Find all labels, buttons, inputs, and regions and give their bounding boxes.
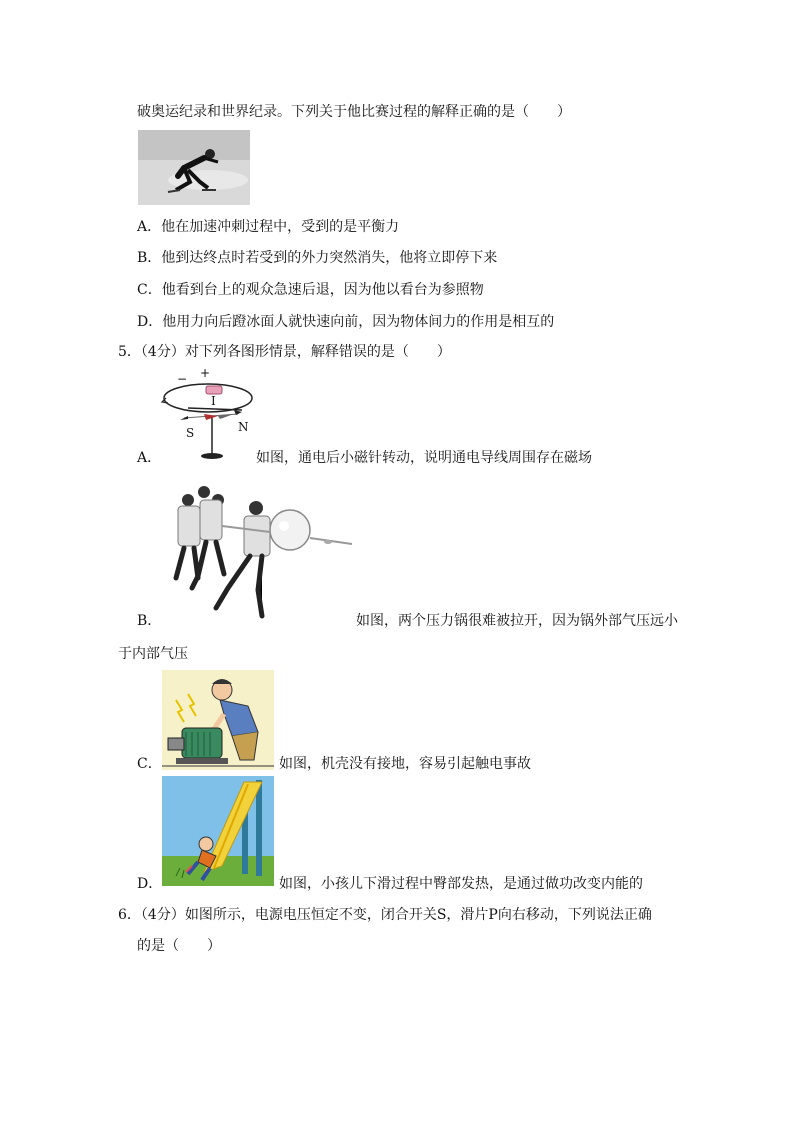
- option-letter: D．: [137, 314, 163, 330]
- q5-option-c-letter: C．: [137, 756, 162, 772]
- q6-stem-continuation: 的是（ ）: [137, 938, 221, 954]
- south-pole-label: S: [186, 426, 195, 440]
- q4-option-d: [137, 313, 554, 331]
- q5-option-c-text: 如图，机壳没有接地，容易引起触电事故: [279, 756, 531, 772]
- ungrounded-motor-cartoon: [162, 670, 274, 770]
- q5-option-a-text: 如图，通电后小磁针转动，说明通电导线周围存在磁场: [256, 450, 592, 466]
- q5-option-b-text: 如图，两个压力锅很难被拉开，因为锅外部气压远小: [356, 613, 678, 629]
- option-letter: B．: [137, 250, 162, 266]
- option-text: 他看到台上的观众急速后退，因为他以看台为参照物: [161, 282, 484, 298]
- q5-option-b-letter: B．: [137, 613, 162, 629]
- option-text: 他到达终点时若受到的外力突然消失，他将立即停下来: [161, 250, 498, 266]
- q4-option-a: [137, 218, 399, 236]
- option-letter: A．: [137, 219, 162, 235]
- pressure-cooker-tug-photo: [158, 478, 354, 623]
- q5-stem: 5．（4分）对下列各图形情景，解释错误的是（ ）: [118, 344, 451, 360]
- north-pole-label: N: [238, 420, 249, 434]
- option-text: 他用力向后蹬冰面人就快速向前，因为物体间力的作用是相互的: [162, 314, 555, 330]
- speed-skater-photo: [138, 130, 250, 205]
- option-text: 他在加速冲刺过程中，受到的是平衡力: [161, 219, 400, 235]
- option-letter: C．: [137, 282, 162, 298]
- child-on-slide-cartoon: [162, 776, 274, 886]
- q6-stem: 6．（4分）如图所示，电源电压恒定不变，闭合开关S，滑片P向右移动，下列说法正确: [118, 907, 652, 923]
- q5-option-b-continuation: 于内部气压: [118, 646, 188, 662]
- q5-option-d-letter: D．: [137, 876, 163, 892]
- q5-option-a-letter: A．: [137, 450, 162, 466]
- q4-intro: 破奥运纪录和世界纪录。下列关于他比赛过程的解释正确的是（ ）: [137, 104, 571, 120]
- battery-minus-label: −: [177, 372, 188, 386]
- current-label: I: [211, 394, 216, 408]
- battery-plus-label: +: [200, 366, 211, 380]
- q4-option-c: [137, 281, 484, 299]
- q4-option-b: [137, 249, 497, 267]
- oersted-experiment-diagram: [158, 366, 258, 465]
- q5-option-d-text: 如图，小孩儿下滑过程中臀部发热，是通过做功改变内能的: [279, 876, 643, 892]
